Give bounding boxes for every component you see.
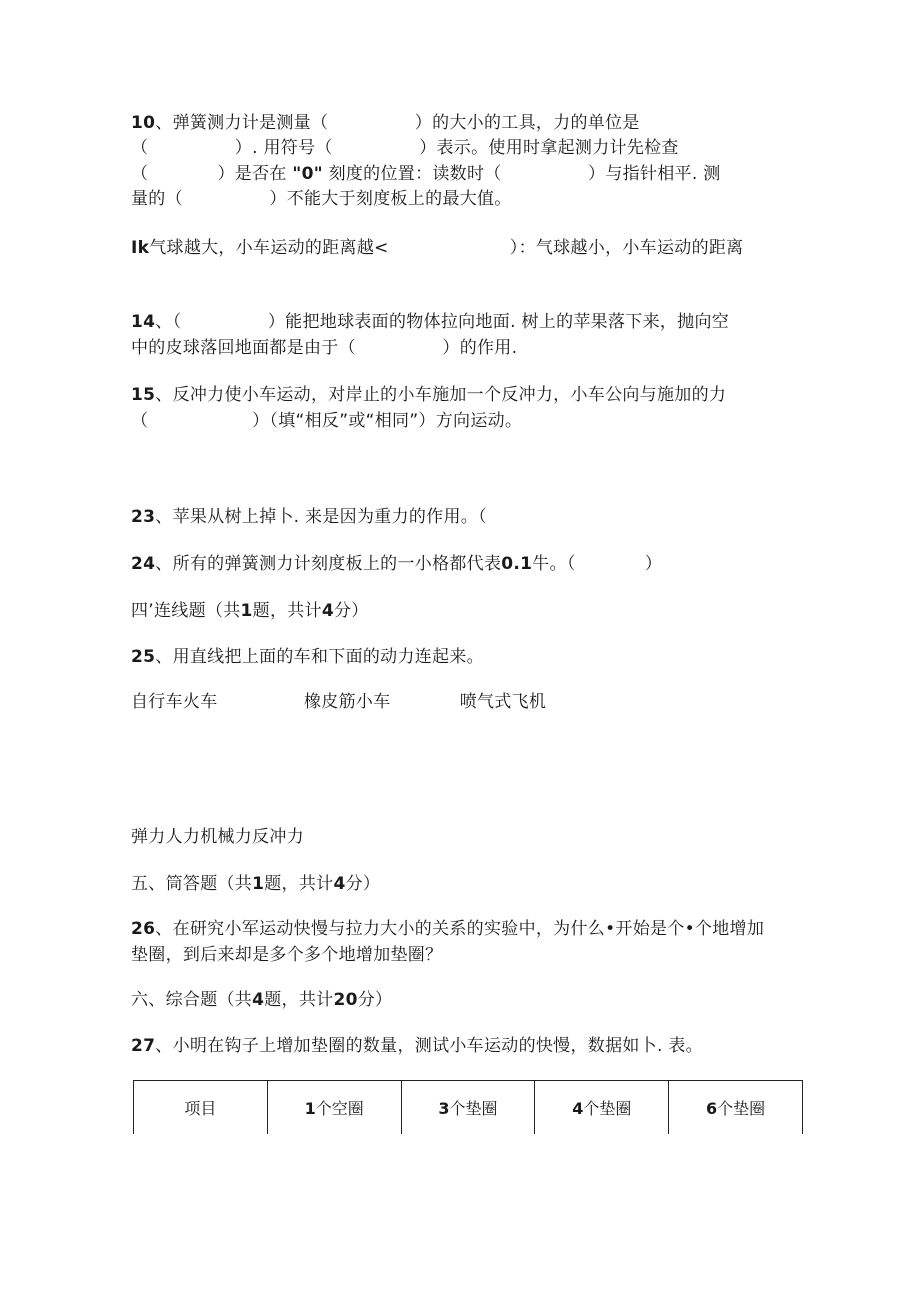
text-line: 六、综合题（共4题，共计20分） bbox=[131, 990, 393, 1010]
text-line: 中的皮球落回地面都是由于（ ）的作用. bbox=[131, 338, 518, 358]
text-line: 15、反冲力使小车运动，对岸止的小车施加一个反冲力，小车公向与施加的力 bbox=[131, 385, 727, 405]
text-line: 14、（ ）能把地球表面的物体拉向地面. 树上的苹果落下来，抛向空 bbox=[131, 312, 730, 332]
text-line: （ ）（填“相反”或“相同”）方向运动。 bbox=[131, 411, 523, 431]
text-line: 四’连线题（共1题，共计4分） bbox=[131, 601, 369, 621]
table-header-cell: 4个垫圈 bbox=[535, 1081, 669, 1135]
data-table bbox=[133, 1080, 803, 1134]
table-header-cell: 3个垫圈 bbox=[401, 1081, 535, 1135]
text-line: （ ）是否在 "0" 刻度的位置：读数时（ ）与指针相平. 测 bbox=[131, 164, 721, 184]
text-line: 25、用直线把上面的车和下面的动力连起来。 bbox=[131, 647, 484, 667]
table-header-cell: 项目 bbox=[134, 1081, 268, 1135]
text-line: 26、在研究小军运动快慢与拉力大小的关系的实验中，为什么•开始是个•个地增加 bbox=[131, 919, 765, 939]
text-line: 五、筒答题（共1题，共计4分） bbox=[131, 874, 381, 894]
table-header-cell: 1个空圈 bbox=[267, 1081, 401, 1135]
text-line: 垫圈，到后来却是多个多个地增加垫圈？ bbox=[131, 945, 443, 965]
text-line: 24、所有的弹簧测力计刻度板上的一小格都代表0.1牛。（ ） bbox=[131, 554, 663, 574]
text-line: 自行车火车 橡皮筋小车 喷气式飞机 bbox=[131, 692, 547, 712]
text-line: （ ）. 用符号（ ）表示。使用时拿起测力计先检查 bbox=[131, 138, 679, 158]
text-line: 23、苹果从树上掉卜. 来是因为重力的作用。（ bbox=[131, 507, 487, 527]
text-line: 27、小明在钩子上增加垫圈的数量，测试小车运动的快慢，数据如卜. 表。 bbox=[131, 1036, 703, 1056]
table-header-row bbox=[134, 1081, 803, 1135]
text-line: Ik气球越大，小车运动的距离越< ）：气球越小，小车运动的距离 bbox=[131, 238, 744, 258]
text-line: 10、弹簧测力计是测量（ ）的大小的工具，力的单位是 bbox=[131, 113, 640, 133]
text-line: 弹力人力机械力反冲力 bbox=[131, 827, 304, 847]
text-line: 量的（ ）不能大于刻度板上的最大值。 bbox=[131, 189, 512, 209]
table-header-cell: 6个垫圈 bbox=[669, 1081, 803, 1135]
